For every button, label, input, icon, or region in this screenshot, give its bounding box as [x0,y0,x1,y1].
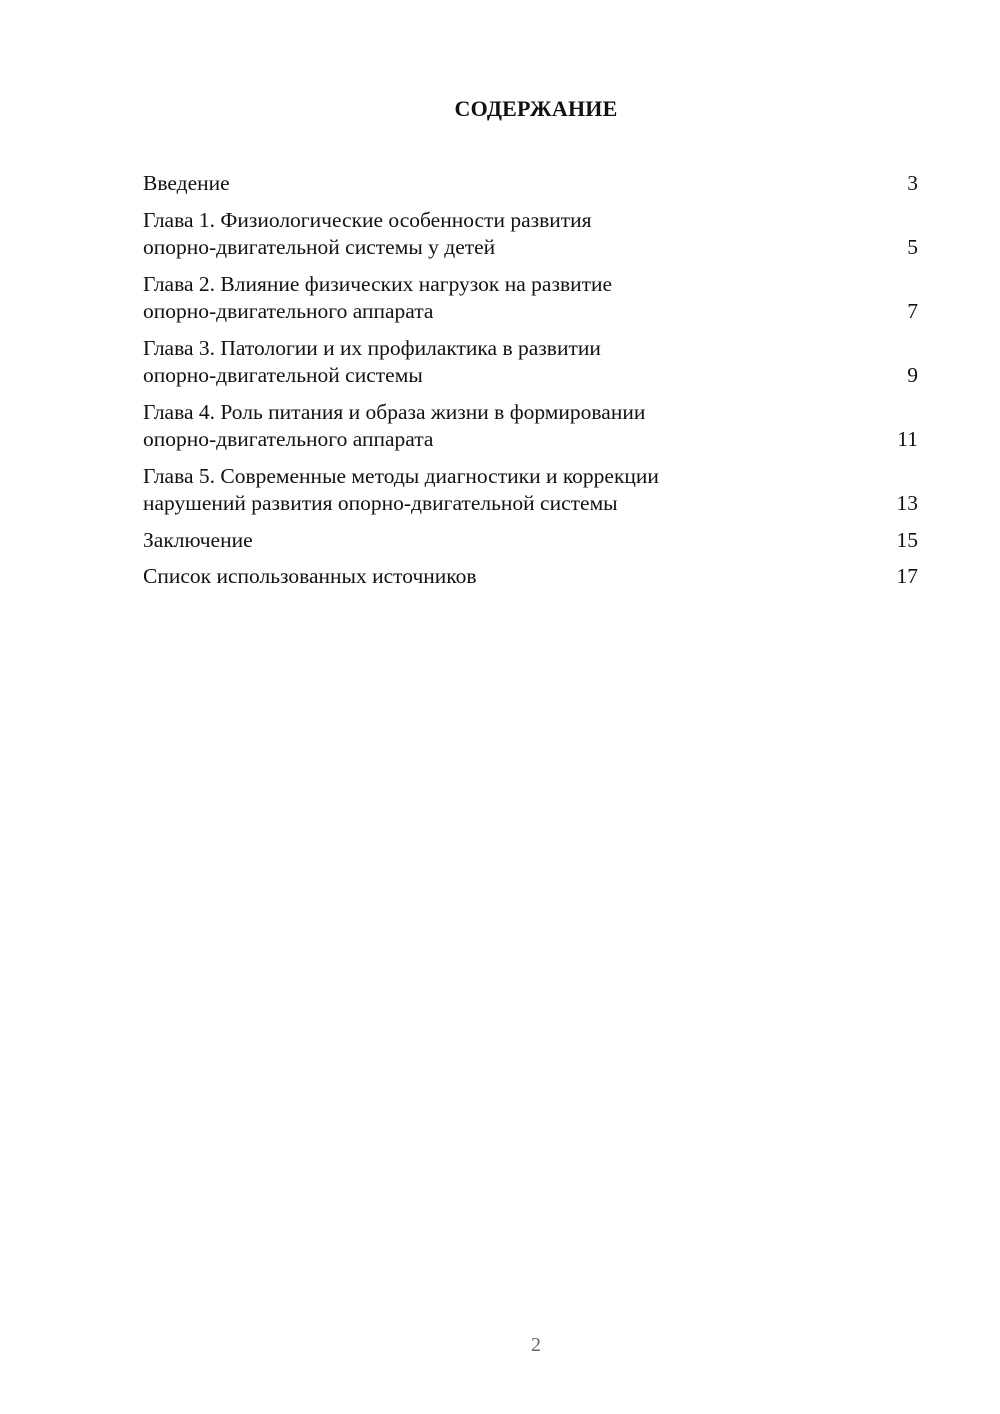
toc-entry-title: Заключение [143,527,253,552]
toc-entry-conclusion [143,527,918,555]
toc-entry-page: 17 [896,564,918,588]
toc-entry-references [143,563,918,591]
toc-entry-title: Введение [143,171,230,195]
toc-entry-page: 7 [907,299,918,323]
toc-entry-page: 9 [907,363,918,387]
toc-entry-page: 15 [896,527,918,552]
toc-entry-page: 13 [896,491,918,515]
toc-entry-title: Глава 4. Роль питания и образа жизни в формировании опорно-двигательного аппарата [143,399,646,451]
toc-entry-chapter-2 [143,271,918,326]
toc-entry-title: Глава 1. Физиологические особенности развития опорно-двигательной системы у детей [143,207,592,259]
table-of-contents [143,170,918,600]
page-number: 2 [531,1334,541,1356]
toc-entry-page: 11 [897,427,918,451]
toc-entry-chapter-4 [143,399,918,454]
toc-entry-title: Список использованных источников [143,564,477,588]
toc-entry-chapter-3 [143,335,918,390]
page-title: СОДЕРЖАНИЕ [454,96,618,121]
toc-entry-title: Глава 5. Современные методы диагностики и коррекции нарушений развития опорно-двигательной системы [143,463,659,515]
toc-entry-chapter-1 [143,207,918,262]
toc-entry-title: Глава 3. Патологии и их профилактика в развитии опорно-двигательной системы [143,335,601,387]
toc-entry-introduction [143,170,918,198]
toc-entry-chapter-5 [143,463,918,518]
toc-entry-page: 5 [907,235,918,259]
toc-entry-title: Глава 2. Влияние физических нагрузок на развитие опорно-двигательного аппарата [143,271,613,323]
toc-entry-page: 3 [907,171,918,195]
